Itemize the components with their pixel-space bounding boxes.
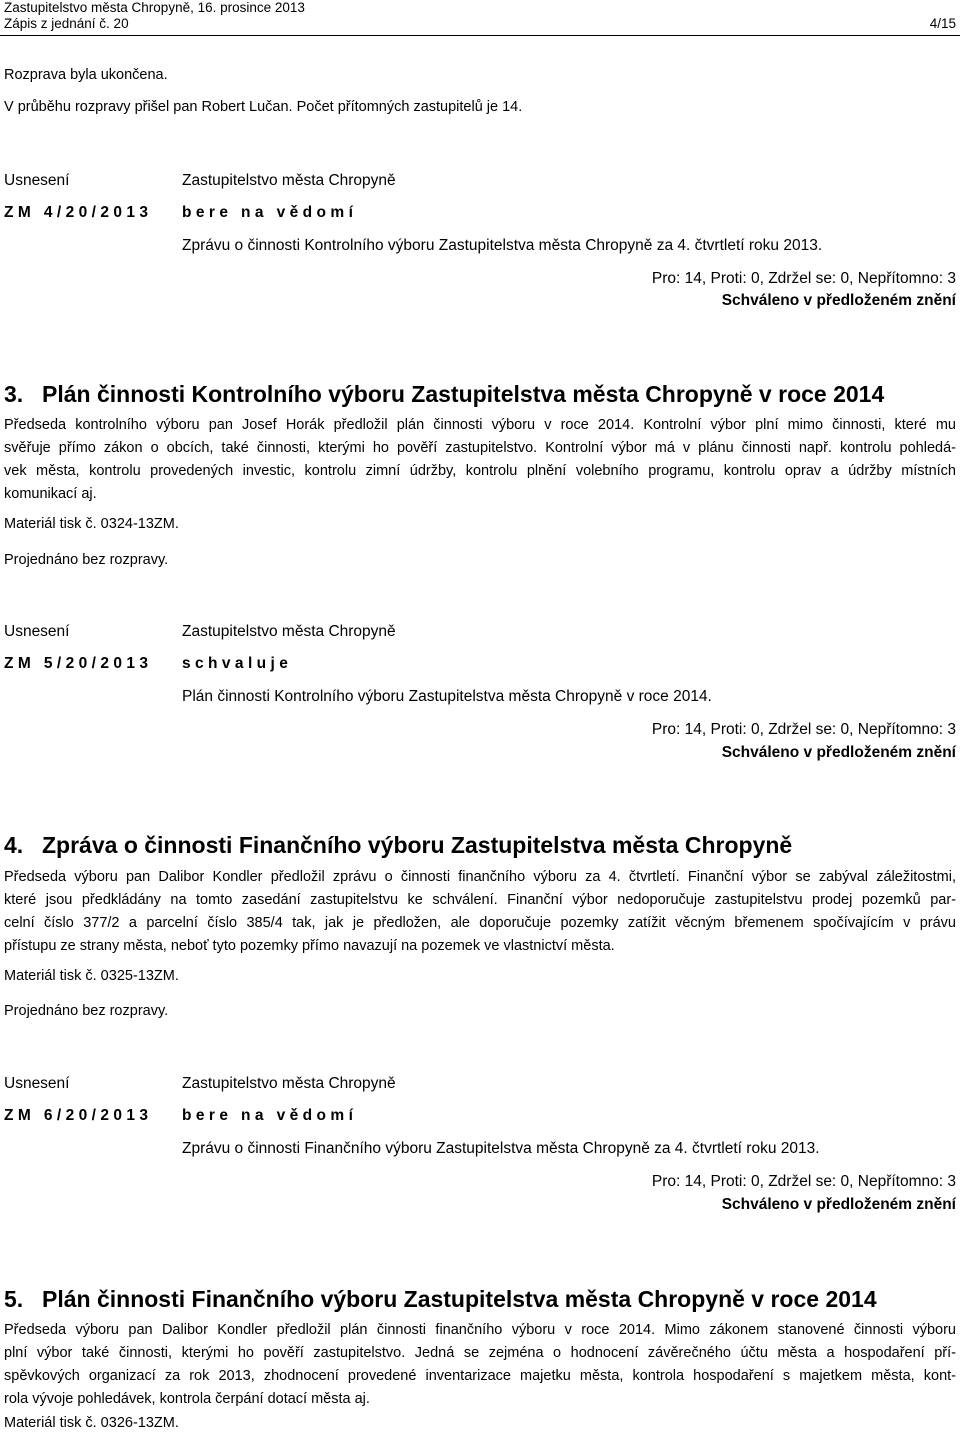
- section-paragraph: [4, 414, 956, 506]
- resolution-verb: bere na vědomí: [182, 1107, 358, 1124]
- attendance-text: V průběhu rozpravy přišel pan Robert Lučan. Počet přítomných zastupitelů je 14.: [4, 99, 523, 115]
- section-number: 3.: [4, 381, 24, 407]
- approval-status: Schváleno v předloženém znění: [721, 292, 956, 309]
- resolution-body: Zastupitelstvo města Chropyně: [182, 172, 396, 189]
- paragraph-line: Předseda kontrolního výboru pan Josef Horák předložil plán činnosti výboru v roce 2014. Kontrolní výbor plní mimo činnosti, které mu: [4, 417, 956, 433]
- resolution-code: ZM 6/20/2013: [4, 1107, 153, 1124]
- discussion-note: Projednáno bez rozpravy.: [4, 552, 169, 568]
- section-title: Plán činnosti Finančního výboru Zastupitelstva města Chropyně v roce 2014: [42, 1286, 877, 1312]
- approval-status: Schváleno v předloženém znění: [721, 744, 956, 761]
- resolution-text: Zprávu o činnosti Finančního výboru Zastupitelstva města Chropyně za 4. čtvrtletí roku 2013.: [182, 1140, 820, 1157]
- paragraph-line: vek města, kontrolu provedených investic, kontrolu zimní údržby, kontrolu plnění volebního programu, kontrolu oprav a údržby místních: [4, 463, 956, 479]
- resolution-body: Zastupitelstvo města Chropyně: [182, 1075, 396, 1092]
- header-minutes-number: Zápis z jednání č. 20: [4, 16, 129, 31]
- resolution-verb: schvaluje: [182, 655, 293, 672]
- vote-result: Pro: 14, Proti: 0, Zdržel se: 0, Nepřítomno: 3: [651, 721, 956, 738]
- vote-result: Pro: 14, Proti: 0, Zdržel se: 0, Nepřítomno: 3: [651, 1173, 956, 1190]
- resolution-text: Plán činnosti Kontrolního výboru Zastupitelstva města Chropyně v roce 2014.: [182, 688, 712, 705]
- material-reference: Materiál tisk č. 0325-13ZM.: [4, 968, 179, 984]
- paragraph-line: komunikací aj.: [4, 486, 97, 502]
- section-number: 4.: [4, 832, 24, 858]
- material-reference: Materiál tisk č. 0326-13ZM.: [4, 1415, 179, 1431]
- resolution-verb: bere na vědomí: [182, 204, 358, 221]
- header-divider: [0, 35, 960, 36]
- paragraph-line: Předseda výboru pan Dalibor Kondler předložil zprávu o činnosti finančního výboru za 4. čtvrtletí. Finanční výbor se zabýval záležitostmi,: [4, 869, 956, 885]
- paragraph-line: celní číslo 377/2 a parcelní číslo 385/4 tak, jak je předložen, ale doporučuje pozemky zatížit věcným břemenem spočívajícím v právu: [4, 915, 956, 931]
- section-paragraph: [4, 1319, 956, 1411]
- section-title: Zpráva o činnosti Finančního výboru Zastupitelstva města Chropyně: [42, 832, 793, 858]
- resolution-text: Zprávu o činnosti Kontrolního výboru Zastupitelstva města Chropyně za 4. čtvrtletí roku 2013.: [182, 237, 823, 254]
- section-heading: [4, 1284, 877, 1314]
- resolution-label: Usnesení: [4, 172, 70, 189]
- paragraph-line: Předseda výboru pan Dalibor Kondler předložil plán činnosti finančního výboru v roce 2014. Mimo zákonem stanovené činnosti výboru: [4, 1322, 956, 1338]
- section-title: Plán činnosti Kontrolního výboru Zastupitelstva města Chropyně v roce 2014: [42, 381, 885, 407]
- resolution-body: Zastupitelstvo města Chropyně: [182, 623, 396, 640]
- paragraph-line: rola vývoje pohledávek, kontrola čerpání dotací města aj.: [4, 1391, 370, 1407]
- discussion-note: Projednáno bez rozpravy.: [4, 1003, 169, 1019]
- resolution-code: ZM 4/20/2013: [4, 204, 153, 221]
- resolution-label: Usnesení: [4, 623, 70, 640]
- paragraph-line: svěřuje přímo zákon o obcích, také činnosti, kterými ho pověří zastupitelstvo. Kontrolní výbor má v plánu činnosti např. kontrolu pohledá-: [4, 440, 956, 456]
- material-reference: Materiál tisk č. 0324-13ZM.: [4, 516, 179, 532]
- paragraph-line: přístupu ze strany města, neboť tyto pozemky přímo navazují na pozemek ve vlastnictví města.: [4, 938, 615, 954]
- vote-result: Pro: 14, Proti: 0, Zdržel se: 0, Nepřítomno: 3: [651, 270, 956, 287]
- header-meeting-title: Zastupitelstvo města Chropyně, 16. prosince 2013: [4, 0, 305, 15]
- resolution-label: Usnesení: [4, 1075, 70, 1092]
- paragraph-line: plní výbor také činnosti, kterými ho pověří zastupitelstvo. Jedná se zejména o hodnocení závěrečného účtu města a hospodaření pří-: [4, 1345, 956, 1361]
- section-paragraph: [4, 866, 956, 958]
- approval-status: Schváleno v předloženém znění: [721, 1196, 956, 1213]
- section-number: 5.: [4, 1286, 24, 1312]
- discussion-closed-text: Rozprava byla ukončena.: [4, 67, 168, 83]
- resolution-code: ZM 5/20/2013: [4, 655, 153, 672]
- section-heading: [4, 379, 884, 409]
- page-number: 4/15: [929, 16, 956, 31]
- section-heading: [4, 830, 792, 860]
- paragraph-line: které jsou předkládány na tomto zasedání zastupitelstvu ke schválení. Finanční výbor nedoporučuje zastupitelstvu prodej pozemků par-: [4, 892, 956, 908]
- paragraph-line: spěvkových organizací za rok 2013, zhodnocení provedené inventarizace majetku města, kontrola hospodaření s majetkem města, kont-: [4, 1368, 956, 1384]
